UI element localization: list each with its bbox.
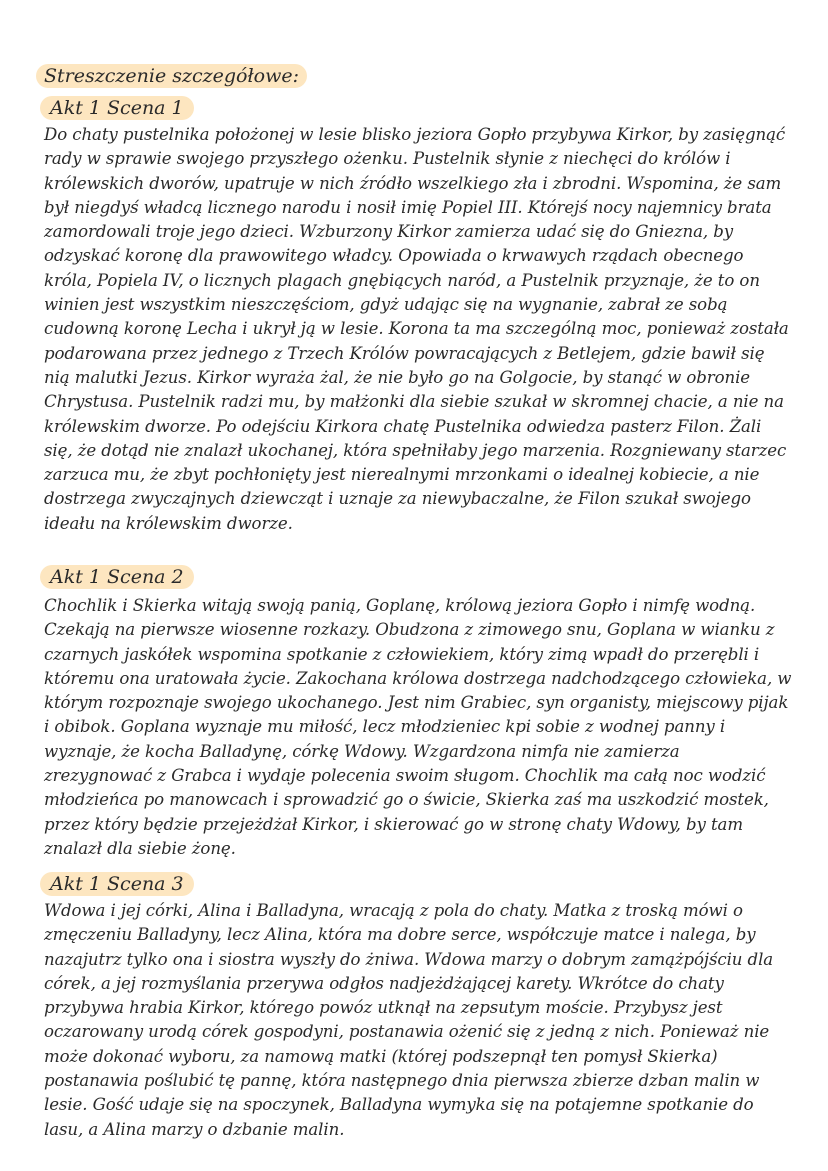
scene-summary-act1-scene1: Do chaty pustelnika położonej w lesie blisko jeziora Gopło przybywa Kirkor, by zasięgnąć rady w sprawie swojego przyszłego ożenku. Pustelnik słynie z niechęci do królów i królewskich dworów, upatruje w nich źródło wszelkiego zła i zbrodni. Wspomina, że sam był niegdyś władcą licznego narodu i nosił imię Popiel III. Którejś nocy najemnicy brata zamordowali troje jego dzieci. Wzburzony Kirkor zamierza udać się do Gniezna, by odzyskać koronę dla prawowitego władcy. Opowiada o krwawych rządach obecnego króla, Popiela IV, o licznych plagach gnębiących naród, a Pustelnik przyznaje, że to on winien jest wszystkim nieszczęściom, gdyż udając się na wygnanie, zabrał ze sobą cudowną koronę Lecha i ukrył ją w lesie. Korona ta ma szczególną moc, ponieważ została podarowana przez jednego z Trzech Królów powracających z Betlejem, gdzie bawił się nią malutki Jezus. Kirkor wyraża żal, że nie było go na Golgocie, by stanąć w obronie Chrystusa. Pustelnik radzi mu, by małżonki dla siebie szukał w skromnej chacie, a nie na królewskim dworze. Po odejściu Kirkora chatę Pustelnika odwiedza pasterz Filon. Żali się, że dotąd nie znalazł ukochanej, która spełniłaby jego marzenia. Rozgniewany starzec zarzuca mu, że zbyt pochłonięty jest nierealnymi mrzonkami o idealnej kobiecie, a nie dostrzega zwyczajnych dziewcząt i uznaje za niewybaczalne, że Filon szukał swojego ideału na królewskim dworze. (44, 125, 789, 533)
document-title: Streszczenie szczegółowe: (36, 64, 307, 88)
scene-heading-act1-scene2: Akt 1 Scena 2 (40, 565, 194, 589)
scene-summary-act1-scene2: Chochlik i Skierka witają swoją panią, Goplanę, królową jeziora Gopło i nimfę wodną. Czekają na pierwsze wiosenne rozkazy. Obudzona z zimowego snu, Goplana w wianku z czarnych jaskółek wspomina spotkanie z człowiekiem, który zimą wpadł do przerębli i któremu ona uratowała życie. Zakochana królowa dostrzega nadchodzącego człowieka, w którym rozpoznaje swojego ukochanego. Jest nim Grabiec, syn organisty, miejscowy pijak i obibok. Goplana wyznaje mu miłość, lecz młodzieniec kpi sobie z wodnej panny i wyznaje, że kocha Balladynę, córkę Wdowy. Wzgardzona nimfa nie zamierza zrezygnować z Grabca i wydaje polecenia swoim sługom. Chochlik ma całą noc wodzić młodzieńca po manowcach i sprowadzić go o świcie, Skierka zaś ma uszkodzić mostek, przez który będzie przejeżdżał Kirkor, i skierować go w stronę chaty Wdowy, by tam znalazł dla siebie żonę. (44, 596, 792, 858)
scene-heading-act1-scene1: Akt 1 Scena 1 (40, 96, 194, 120)
scene-heading-act1-scene3: Akt 1 Scena 3 (40, 872, 194, 896)
scene-summary-act1-scene3: Wdowa i jej córki, Alina i Balladyna, wracają z pola do chaty. Matka z troską mówi o zmęczeniu Balladyny, lecz Alina, która ma dobre serce, współczuje matce i nalega, by nazajutrz tylko ona i siostra wyszły do żniwa. Wdowa marzy o dobrym zamążpójściu dla córek, a jej rozmyślania przerywa odgłos nadjeżdżającej karety. Wkrótce do chaty przybywa hrabia Kirkor, którego powóz utknął na zepsutym moście. Przybysz jest oczarowany urodą córek gospodyni, postanawia ożenić się z jedną z nich. Ponieważ nie może dokonać wyboru, za namową matki (której podszepnął ten pomysł Skierka) postanawia poślubić tę pannę, która następnego dnia pierwsza zbierze dzban malin w lesie. Gość udaje się na spoczynek, Balladyna wymyka się na potajemne spotkanie do lasu, a Alina marzy o dzbanie malin. (44, 901, 774, 1139)
